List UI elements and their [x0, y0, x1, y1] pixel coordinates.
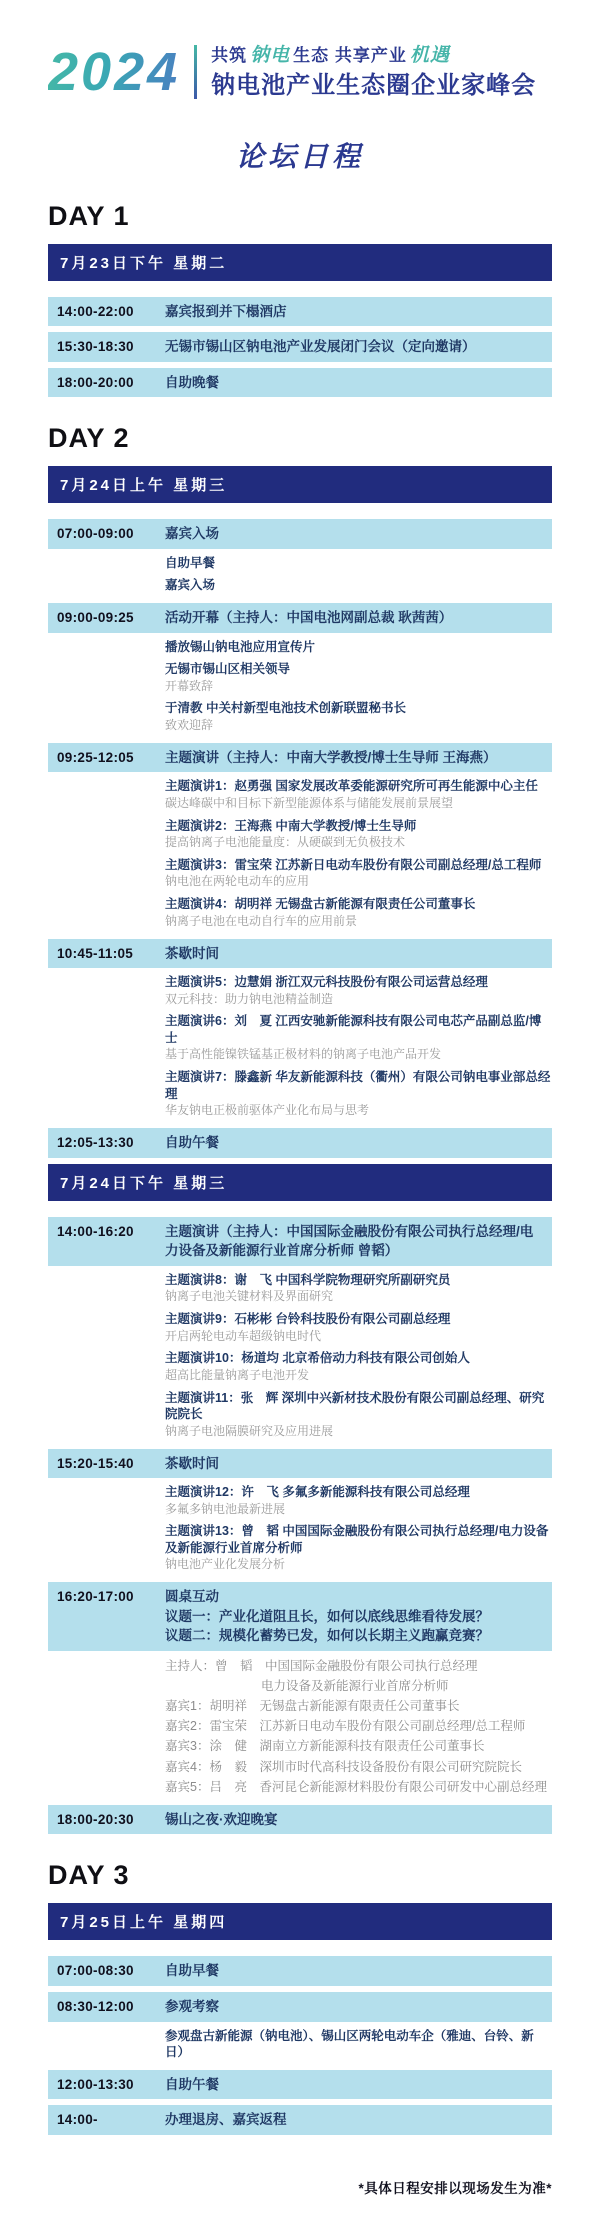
speaker-name: 于清教 中关村新型电池技术创新联盟秘书长: [165, 701, 406, 716]
agenda-row-main: [48, 1582, 552, 1651]
time-label: 14:00-22:00: [57, 303, 134, 319]
detail-text: 自助早餐: [165, 555, 216, 570]
day-section: [48, 201, 552, 398]
guest-line: 嘉宾4：杨 毅 深圳市时代高科技设备股份有限公司研究院院长: [165, 1759, 522, 1774]
conference-title: 钠电池产业生态圈企业家峰会: [211, 71, 537, 99]
activity-title: [165, 2110, 542, 2130]
activity-title: [165, 2075, 542, 2095]
detail-item: [165, 1737, 552, 1755]
activity-title-line: 办理退房、嘉宾返程: [165, 2112, 287, 2128]
speaker-name: 主题演讲12：许 飞 多氟多新能源科技有限公司总经理: [165, 1485, 470, 1500]
agenda-row: [48, 743, 552, 930]
activity-title-line: 无锡市锡山区钠电池产业发展闭门会议（定向邀请）: [165, 339, 476, 355]
tagline-part-teal-2: 机遇: [409, 45, 450, 66]
agenda-row-main: [48, 1992, 552, 2022]
detail-item: [165, 974, 552, 1007]
detail-item: [165, 1350, 552, 1383]
detail-item: [165, 700, 552, 733]
day-section: [48, 423, 552, 1834]
time-label: 18:00-20:30: [57, 1811, 134, 1827]
footer-note: *具体日程安排以现场发生为准*: [358, 2180, 552, 2196]
time-label: 08:30-12:00: [57, 1998, 134, 2014]
activity-title-line: 茶歇时间: [165, 1455, 219, 1471]
talk-topic: 钠离子电池隔膜研究及应用进展: [165, 1423, 334, 1438]
agenda-row: [48, 1128, 552, 1158]
detail-item: [165, 1657, 552, 1675]
time-label: 07:00-09:00: [57, 526, 134, 542]
activity-title-line: 锡山之夜·欢迎晚宴: [165, 1811, 278, 1827]
agenda-row-main: [48, 1217, 552, 1266]
detail-item: [165, 661, 552, 694]
talk-topic: 致欢迎辞: [165, 717, 214, 732]
activity-title-line: 嘉宾报到并下榻酒店: [165, 303, 287, 319]
agenda-row-main: [48, 939, 552, 969]
time-label: 09:00-09:25: [57, 609, 134, 625]
time-label: 10:45-11:05: [57, 945, 134, 961]
talk-topic: 开幕致辞: [165, 678, 214, 693]
agenda-row: [48, 332, 552, 362]
detail-item: [165, 1523, 552, 1573]
session-date-bar: 7月25日上午 星期四: [48, 1903, 552, 1940]
talk-topic: 开启两轮电动车超级钠电时代: [165, 1328, 322, 1343]
agenda-row: [48, 603, 552, 734]
activity-title-line: 自助早餐: [165, 1963, 219, 1979]
agenda-row-main: [48, 2070, 552, 2100]
detail-item: [165, 577, 552, 594]
speaker-name: 主题演讲2：王海燕 中南大学教授/博士生导师: [165, 818, 417, 833]
activity-title-line: 主题演讲（主持人：中国国际金融股份有限公司执行总经理/电力设备及新能源行业首席分析师 曾韬）: [165, 1223, 534, 1259]
row-details: [165, 639, 552, 734]
row-details: [165, 974, 552, 1119]
detail-item: [165, 1484, 552, 1517]
agenda-row-main: [48, 368, 552, 398]
activity-title: [165, 337, 542, 357]
guest-line: 嘉宾5：吕 亮 香河昆仑新能源材料股份有限公司研发中心副总经理: [165, 1779, 547, 1794]
activity-title-line: 茶歇时间: [165, 945, 219, 961]
row-details: [165, 1272, 552, 1440]
agenda-row: [48, 1217, 552, 1440]
activity-title-line: 圆桌互动: [165, 1589, 219, 1605]
speaker-name: 主题演讲6：刘 夏 江西安驰新能源科技有限公司电芯产品副总监/博士: [165, 1014, 542, 1045]
brand-divider: [194, 45, 197, 99]
agenda-row-main: [48, 743, 552, 773]
time-label: 18:00-20:00: [57, 374, 134, 390]
agenda-row-main: [48, 2105, 552, 2135]
talk-topic: 双元科技：助力钠电池精益制造: [165, 991, 334, 1006]
event-tagline: [211, 44, 536, 69]
agenda-row-main: [48, 332, 552, 362]
agenda-row: [48, 519, 552, 594]
brand-year-logo: 2024: [48, 42, 181, 103]
session-date-bar: 7月24日下午 星期三: [48, 1164, 552, 1201]
agenda-row: [48, 1805, 552, 1835]
agenda-row: [48, 1992, 552, 2061]
activity-title: [165, 302, 542, 322]
detail-item: [165, 1069, 552, 1119]
agenda-row: [48, 1956, 552, 1986]
session-rows: [48, 297, 552, 398]
agenda-row: [48, 297, 552, 327]
talk-topic: 多氟多钠电池最新进展: [165, 1501, 286, 1516]
activity-title: [165, 1222, 542, 1261]
day-section: [48, 1860, 552, 2134]
time-label: 15:20-15:40: [57, 1455, 134, 1471]
activity-title: [165, 1961, 542, 1981]
agenda-row: [48, 1582, 552, 1796]
speaker-name: 主题演讲5：边慧娟 浙江双元科技股份有限公司运营总经理: [165, 975, 488, 990]
activity-title-line: 活动开幕（主持人：中国电池网副总裁 耿茜茜）: [165, 609, 453, 625]
detail-item: [165, 1758, 552, 1776]
talk-topic: 钠离子电池在电动自行车的应用前景: [165, 913, 358, 928]
speaker-name: 无锡市锡山区相关领导: [165, 662, 291, 676]
tagline-part-navy-2: 生态 共享产业: [293, 46, 407, 65]
row-details: [165, 1484, 552, 1573]
activity-title: [165, 373, 542, 393]
detail-item: [165, 857, 552, 890]
agenda-row-main: [48, 1956, 552, 1986]
activity-title: [165, 1454, 542, 1474]
row-details: [165, 2028, 552, 2061]
talk-topic: 基于高性能镍铁锰基正极材料的钠离子电池产品开发: [165, 1047, 442, 1062]
activity-title: [165, 944, 542, 964]
activity-title: [165, 608, 542, 628]
speaker-name: 主题演讲4：胡明祥 无锡盘古新能源有限责任公司董事长: [165, 897, 476, 912]
agenda-row: [48, 368, 552, 398]
detail-item: [165, 1311, 552, 1344]
row-details: [165, 778, 552, 929]
detail-item: [165, 1778, 552, 1796]
speaker-name: 主题演讲1：赵勇强 国家发展改革委能源研究所可再生能源中心主任: [165, 779, 538, 794]
speaker-name: 主题演讲3：雷宝荣 江苏新日电动车股份有限公司副总经理/总工程师: [165, 857, 542, 872]
guest-line: 嘉宾3：涂 健 湖南立方新能源科技有限责任公司董事长: [165, 1739, 485, 1754]
row-details: [165, 555, 552, 594]
talk-topic: 华友钠电正极前驱体产业化布局与思考: [165, 1103, 370, 1118]
time-label: 14:00-: [57, 2112, 98, 2128]
time-label: 07:00-08:30: [57, 1963, 134, 1979]
talk-topic: 钠电池在两轮电动车的应用: [165, 874, 310, 889]
speaker-name: 主题演讲9：石彬彬 台铃科技股份有限公司副总经理: [165, 1312, 451, 1327]
detail-text: 播放锡山钠电池应用宣传片: [165, 639, 316, 654]
guest-line: 主持人：曾 韬 中国国际金融股份有限公司执行总经理: [165, 1658, 478, 1673]
detail-text: 嘉宾入场: [165, 578, 216, 593]
speaker-name: 主题演讲13：曾 韬 中国国际金融股份有限公司执行总经理/电力设备及新能源行业首席分析师: [165, 1524, 549, 1555]
agenda: [48, 201, 552, 2135]
time-label: 16:20-17:00: [57, 1589, 134, 1605]
activity-title-line: 参观考察: [165, 1998, 219, 2014]
activity-title-line: 自助午餐: [165, 2076, 219, 2092]
session-rows: [48, 1217, 552, 1835]
activity-title-line: 主题演讲（主持人：中南大学教授/博士生导师 王海燕）: [165, 749, 497, 765]
guest-line: 嘉宾1：胡明祥 无锡盘古新能源有限责任公司董事长: [165, 1699, 460, 1714]
talk-topic: 提高钠离子电池能量度：从硬碳到无负极技术: [165, 835, 406, 850]
detail-item: [165, 639, 552, 656]
activity-title: [165, 1810, 542, 1830]
activity-title: [165, 1133, 542, 1153]
activity-title: [165, 1997, 542, 2017]
agenda-row: [48, 2070, 552, 2100]
detail-item: [165, 778, 552, 811]
agenda-row-main: [48, 603, 552, 633]
detail-item: [165, 1272, 552, 1305]
session-date-bar: 7月24日上午 星期三: [48, 466, 552, 503]
agenda-row-main: [48, 297, 552, 327]
time-label: 12:00-13:30: [57, 2076, 134, 2092]
activity-title-line: 议题二：规模化蓄势已发，如何以长期主义跑赢竞赛？: [165, 1628, 489, 1644]
guest-line: 电力设备及新能源行业首席分析师: [261, 1679, 449, 1694]
time-label: 12:05-13:30: [57, 1135, 134, 1151]
agenda-row: [48, 1449, 552, 1574]
agenda-row-main: [48, 1805, 552, 1835]
agenda-row-main: [48, 1449, 552, 1479]
time-label: 15:30-18:30: [57, 339, 134, 355]
day-heading: DAY 1: [48, 200, 130, 231]
agenda-row-main: [48, 1128, 552, 1158]
detail-item: [165, 1717, 552, 1735]
tagline-part-teal-1: 钠电: [250, 45, 291, 66]
detail-item: [165, 1390, 552, 1440]
speaker-name: 主题演讲8：谢 飞 中国科学院物理研究所副研究员: [165, 1272, 451, 1287]
activity-title-line: 自助晚餐: [165, 374, 219, 390]
activity-title-line: 嘉宾入场: [165, 526, 219, 542]
speaker-name: 主题演讲7：滕鑫新 华友新能源科技（衢州）有限公司钠电事业部总经理: [165, 1070, 551, 1101]
agenda-row-main: [48, 519, 552, 549]
talk-topic: 钠离子电池关键材料及界面研究: [165, 1289, 334, 1304]
tagline-part-navy-1: 共筑: [211, 46, 248, 65]
session-rows: [48, 1956, 552, 2134]
time-label: 09:25-12:05: [57, 749, 134, 765]
detail-item: [165, 1013, 552, 1063]
talk-topic: 碳达峰碳中和目标下新型能源体系与储能发展前景展望: [165, 795, 454, 810]
agenda-row: [48, 939, 552, 1120]
speaker-name: 主题演讲11：张 辉 深圳中兴新材技术股份有限公司副总经理、研究院院长: [165, 1390, 545, 1422]
activity-title-line: 议题一：产业化道阻且长，如何以底线思维看待发展？: [165, 1608, 489, 1624]
detail-item: [165, 818, 552, 851]
detail-item: [165, 2028, 552, 2061]
brand-text: [211, 44, 536, 101]
speaker-name: 主题演讲10：杨道均 北京希倍动力科技有限公司创始人: [165, 1351, 470, 1366]
row-details: [165, 1657, 552, 1796]
detail-item: [165, 1677, 552, 1695]
day-heading: DAY 3: [48, 1860, 130, 1891]
detail-item: [165, 555, 552, 572]
talk-topic: 超高比能量钠离子电池开发: [165, 1367, 310, 1382]
detail-text: 参观盘古新能源（钠电池）、锡山区两轮电动车企（雅迪、台铃、新日）: [165, 2028, 534, 2060]
activity-title: [165, 1587, 542, 1646]
activity-title: [165, 524, 542, 544]
talk-topic: 钠电池产业化发展分析: [165, 1557, 286, 1572]
day-heading: DAY 2: [48, 423, 130, 454]
agenda-row: [48, 2105, 552, 2135]
guest-line: 嘉宾2：雷宝荣 江苏新日电动车股份有限公司副总经理/总工程师: [165, 1719, 526, 1734]
event-brand-header: [48, 44, 552, 101]
activity-title: [165, 748, 542, 768]
time-label: 14:00-16:20: [57, 1223, 134, 1239]
page-title: 论坛日程: [235, 140, 364, 172]
session-rows: [48, 519, 552, 1157]
activity-title-line: 自助午餐: [165, 1135, 219, 1151]
detail-item: [165, 1697, 552, 1715]
detail-item: [165, 896, 552, 929]
session-date-bar: 7月23日下午 星期二: [48, 244, 552, 281]
